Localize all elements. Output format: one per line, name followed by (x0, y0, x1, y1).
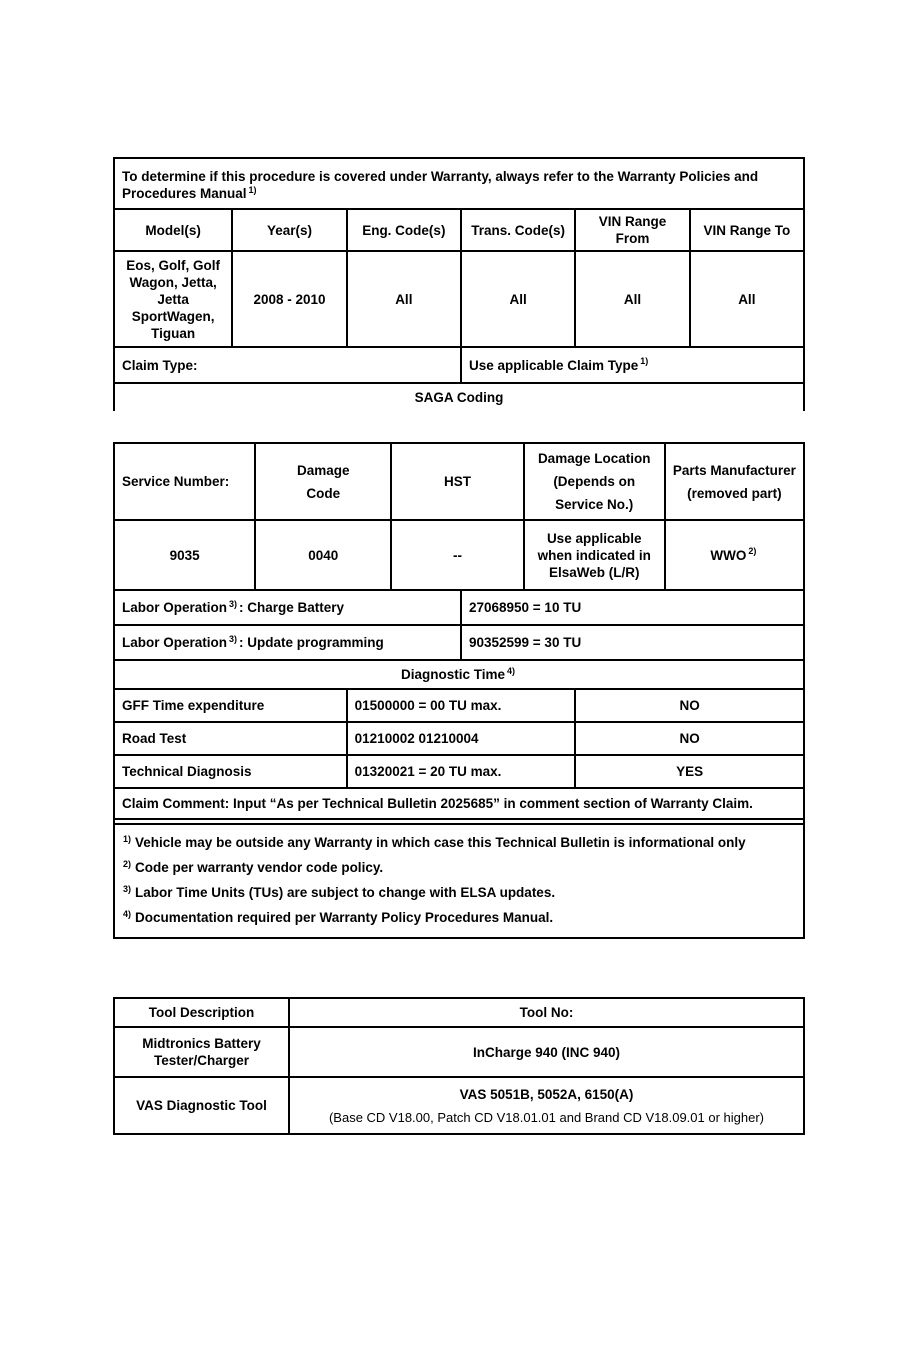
cell-trans-codes: All (460, 252, 574, 346)
road-test-code: 01210002 01210004 (346, 723, 575, 754)
parts-manufacturer-footnote-ref: 2) (748, 546, 757, 556)
footnote-3 (122, 880, 796, 905)
saga-header-row (115, 444, 803, 519)
col-header-vin-range-from: VIN Range From (574, 210, 688, 250)
tool-description-vas: VAS Diagnostic Tool (136, 1098, 267, 1113)
technical-diagnosis-applies: YES (574, 756, 803, 787)
col-header-years: Year(s) (231, 210, 345, 250)
cell-vin-range-to: All (689, 252, 803, 346)
saga-coding-heading: SAGA Coding (414, 390, 504, 405)
labor-operation-2-prefix: Labor Operation (122, 635, 228, 650)
saga-coding-row (115, 382, 803, 411)
diagnostic-time-heading-text: Diagnostic Time (400, 667, 505, 682)
labor-operation-1-footnote-ref: 3) (229, 598, 238, 609)
road-test-applies: NO (574, 723, 803, 754)
footnote-3-marker: 3) (123, 883, 132, 894)
footnote-1-marker: 1) (123, 833, 132, 844)
cell-parts-manufacturer (664, 521, 803, 589)
footnote-1 (122, 830, 796, 855)
warranty-table (113, 157, 805, 411)
cell-eng-codes: All (346, 252, 460, 346)
gff-label: GFF Time expenditure (122, 698, 265, 713)
diagnostic-row-gff (115, 688, 803, 721)
header-service-number: Service Number: (122, 474, 230, 489)
warranty-data-row (115, 250, 803, 346)
labor-operation-1-label (115, 591, 460, 624)
warranty-note-footnote-ref: 1) (248, 184, 257, 195)
claim-type-footnote-ref: 1) (640, 356, 649, 366)
col-header-trans-codes: Trans. Code(s) (460, 210, 574, 250)
claim-type-value (460, 348, 803, 382)
header-tool-no: Tool No: (288, 999, 803, 1026)
claim-type-row (115, 346, 803, 382)
cell-years: 2008 - 2010 (231, 252, 345, 346)
tool-no-vas-main: VAS 5051B, 5052A, 6150(A) (459, 1086, 634, 1102)
labor-operation-1-code: 27068950 = 10 TU (460, 591, 803, 624)
saga-data-row (115, 519, 803, 589)
header-parts-manufacturer: Parts Manufacturer (removed part) (664, 444, 803, 519)
tool-no-vas (288, 1078, 803, 1133)
header-damage-code: Damage Code (254, 444, 390, 519)
tool-description-midtronics: Midtronics Battery Tester/Charger (142, 1036, 261, 1068)
claim-comment: Claim Comment: Input “As per Technical Bulletin 2025685” in comment section of Warranty Claim. (122, 796, 753, 811)
tools-header-row (115, 999, 803, 1026)
warranty-note (115, 159, 803, 208)
labor-operation-2-footnote-ref: 3) (229, 633, 238, 644)
footnote-4-text: Documentation required per Warranty Policy Procedures Manual. (135, 910, 554, 925)
warranty-note-text: To determine if this procedure is covered under Warranty, always refer to the Warranty Policies and Procedures Manual (122, 169, 759, 201)
header-tool-description: Tool Description (148, 1005, 255, 1020)
footnote-1-text: Vehicle may be outside any Warranty in which case this Technical Bulletin is informational only (135, 835, 746, 850)
technical-diagnosis-code: 01320021 = 20 TU max. (346, 756, 575, 787)
diagnostic-time-heading (115, 661, 803, 688)
cell-vin-range-from: All (574, 252, 688, 346)
footnote-4-marker: 4) (123, 908, 132, 919)
tool-row-midtronics (115, 1026, 803, 1076)
col-header-eng-codes: Eng. Code(s) (346, 210, 460, 250)
cell-damage-code: 0040 (254, 521, 390, 589)
header-damage-location: Damage Location (Depends on Service No.) (523, 444, 664, 519)
gff-applies: NO (574, 690, 803, 721)
tool-row-vas (115, 1076, 803, 1133)
labor-operation-row (115, 624, 803, 659)
footnote-2-marker: 2) (123, 858, 132, 869)
cell-hst: -- (390, 521, 522, 589)
gff-code: 01500000 = 00 TU max. (346, 690, 575, 721)
labor-operation-row (115, 589, 803, 624)
cell-damage-location: Use applicable when indicated in ElsaWeb (L/R) (523, 521, 664, 589)
col-header-vin-range-to: VIN Range To (689, 210, 803, 250)
tool-no-midtronics: InCharge 940 (INC 940) (288, 1028, 803, 1076)
road-test-label: Road Test (122, 731, 187, 746)
technical-diagnosis-label: Technical Diagnosis (122, 764, 252, 779)
footnote-4 (122, 905, 796, 930)
tool-no-vas-cd-versions: (Base CD V18.00, Patch CD V18.01.01 and Brand CD V18.09.01 or higher) (328, 1109, 764, 1125)
labor-operation-2-label (115, 626, 460, 659)
header-hst: HST (390, 444, 522, 519)
claim-type-value-text: Use applicable Claim Type (468, 357, 639, 373)
tools-table (113, 997, 805, 1135)
footnote-2-text: Code per warranty vendor code policy. (135, 860, 384, 875)
cell-models: Eos, Golf, Golf Wagon, Jetta, Jetta SportWagen, Tiguan (126, 257, 221, 341)
cell-service-number: 9035 (169, 547, 200, 563)
labor-operation-1-prefix: Labor Operation (122, 600, 228, 615)
warranty-column-header-row (115, 208, 803, 250)
footnote-3-text: Labor Time Units (TUs) are subject to change with ELSA updates. (135, 885, 556, 900)
footnotes-section (115, 823, 803, 937)
diagnostic-row-technical-diagnosis (115, 754, 803, 787)
warranty-note-row (115, 159, 803, 208)
parts-manufacturer-code: WWO (710, 547, 747, 563)
diagnostic-row-road-test (115, 721, 803, 754)
claim-type-label: Claim Type: (122, 357, 198, 373)
labor-operation-2-task: : Update programming (239, 635, 384, 650)
claim-comment-row (115, 787, 803, 820)
diagnostic-time-footnote-ref: 4) (507, 665, 516, 676)
labor-operation-1-task: : Charge Battery (239, 600, 345, 615)
diagnostic-time-heading-row (115, 659, 803, 688)
labor-operation-2-code: 90352599 = 30 TU (460, 626, 803, 659)
footnote-2 (122, 855, 796, 880)
saga-coding-table (113, 442, 805, 939)
col-header-models: Model(s) (145, 222, 201, 238)
